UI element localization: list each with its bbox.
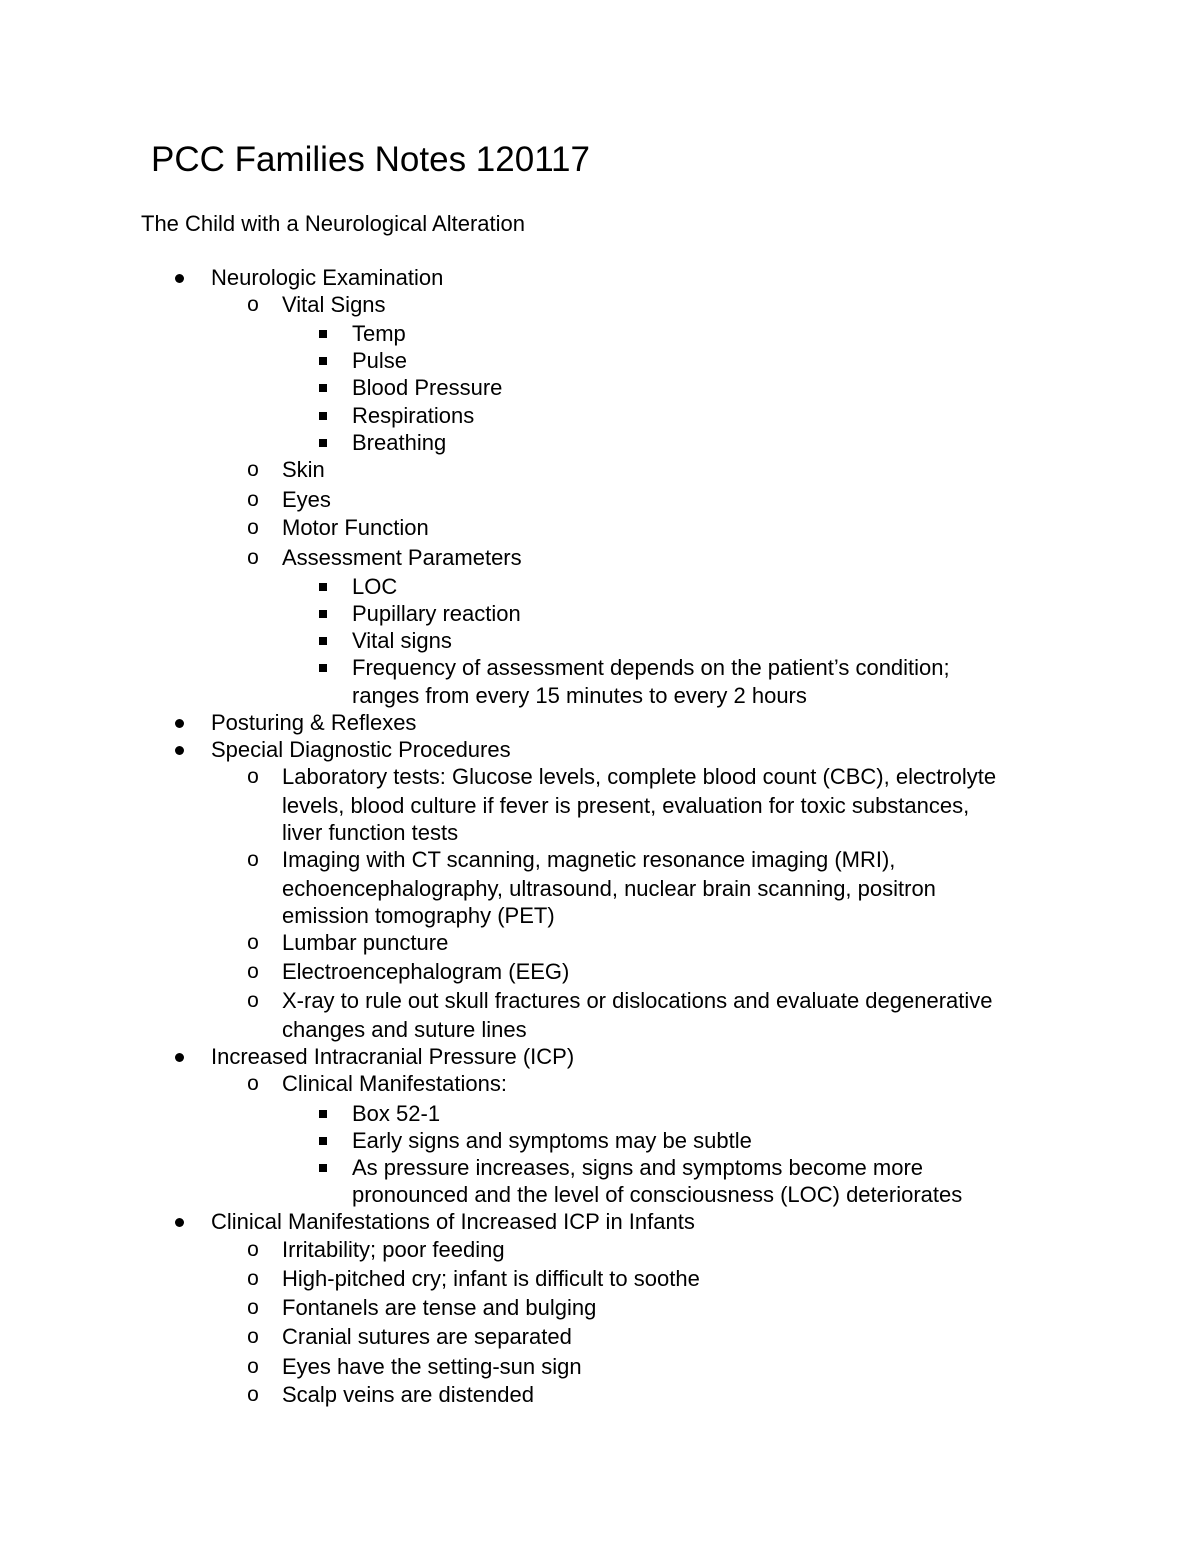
bullet-circle-icon: o: [247, 1267, 259, 1290]
bullet-circle-icon: o: [247, 1072, 259, 1095]
bullet-circle-icon: o: [247, 848, 259, 871]
bullet-circle-icon: o: [247, 488, 259, 511]
list-item-text: High-pitched cry; infant is difficult to soothe: [282, 1266, 700, 1291]
bullet-disc-icon: [175, 274, 184, 283]
list-item-text: Vital Signs: [282, 292, 386, 317]
bullet-circle-icon: o: [247, 1238, 259, 1261]
list-item-text: Clinical Manifestations of Increased ICP in Infants: [211, 1209, 695, 1234]
bullet-circle-icon: o: [247, 1296, 259, 1319]
list-item-text: Skin: [282, 457, 325, 482]
list-item-text: Assessment Parameters: [282, 545, 522, 570]
list-item-text: Special Diagnostic Procedures: [211, 737, 511, 762]
list-item-text: Early signs and symptoms may be subtle: [352, 1128, 752, 1153]
list-item-text: echoencephalography, ultrasound, nuclear brain scanning, positron: [282, 876, 936, 901]
list-item-text: Fontanels are tense and bulging: [282, 1295, 597, 1320]
bullet-circle-icon: o: [247, 546, 259, 569]
list-item-text: ranges from every 15 minutes to every 2 hours: [352, 683, 807, 708]
list-item-text: liver function tests: [282, 820, 459, 845]
bullet-circle-icon: o: [247, 293, 259, 316]
list-item-text: Scalp veins are distended: [282, 1382, 534, 1407]
list-item-text: LOC: [352, 574, 398, 599]
list-item-text: Lumbar puncture: [282, 930, 449, 955]
list-item-text: Blood Pressure: [352, 375, 503, 400]
list-item-text: Imaging with CT scanning, magnetic resonance imaging (MRI),: [282, 847, 896, 872]
bullet-square-icon: [319, 583, 327, 591]
bullet-square-icon: [319, 610, 327, 618]
bullet-circle-icon: o: [247, 1325, 259, 1348]
bullet-circle-icon: o: [247, 989, 259, 1012]
list-item-text: emission tomography (PET): [282, 903, 555, 928]
bullet-disc-icon: [175, 719, 184, 728]
bullet-square-icon: [319, 357, 327, 365]
list-item-text: pronounced and the level of consciousness (LOC) deteriorates: [352, 1182, 963, 1207]
bullet-circle-icon: o: [247, 765, 259, 788]
list-item-text: Motor Function: [282, 515, 429, 540]
bullet-square-icon: [319, 412, 327, 420]
list-item-text: Temp: [352, 321, 406, 346]
bullet-square-icon: [319, 330, 327, 338]
bullet-disc-icon: [175, 1218, 184, 1227]
list-item-text: Respirations: [352, 403, 475, 428]
bullet-circle-icon: o: [247, 458, 259, 481]
bullet-circle-icon: o: [247, 1383, 259, 1406]
bullet-square-icon: [319, 664, 327, 672]
list-item-text: Laboratory tests: Glucose levels, complete blood count (CBC), electrolyte: [282, 764, 997, 789]
list-item-text: Frequency of assessment depends on the patient’s condition;: [352, 655, 950, 680]
bullet-circle-icon: o: [247, 516, 259, 539]
bullet-circle-icon: o: [247, 960, 259, 983]
list-item-text: Posturing & Reflexes: [211, 710, 417, 735]
list-item-text: As pressure increases, signs and symptoms become more: [352, 1155, 924, 1180]
list-item-text: Vital signs: [352, 628, 452, 653]
list-item-text: Pupillary reaction: [352, 601, 521, 626]
list-item-text: Irritability; poor feeding: [282, 1237, 505, 1262]
list-item-text: changes and suture lines: [282, 1017, 527, 1042]
page-title: PCC Families Notes 120117: [151, 140, 590, 179]
bullet-square-icon: [319, 637, 327, 645]
list-item-text: Pulse: [352, 348, 408, 373]
bullet-disc-icon: [175, 746, 184, 755]
bullet-square-icon: [319, 1164, 327, 1172]
list-item-text: Clinical Manifestations:: [282, 1071, 507, 1096]
list-item-text: Neurologic Examination: [211, 265, 444, 290]
list-item-text: Electroencephalogram (EEG): [282, 959, 570, 984]
bullet-square-icon: [319, 1137, 327, 1145]
list-item-text: levels, blood culture if fever is present, evaluation for toxic substances,: [282, 793, 970, 818]
bullet-square-icon: [319, 1110, 327, 1118]
list-item-text: Eyes have the setting-sun sign: [282, 1354, 582, 1379]
bullet-square-icon: [319, 439, 327, 447]
bullet-circle-icon: o: [247, 931, 259, 954]
list-item-text: Increased Intracranial Pressure (ICP): [211, 1044, 575, 1069]
list-item-text: Box 52-1: [352, 1101, 441, 1126]
bullet-disc-icon: [175, 1053, 184, 1062]
bullet-square-icon: [319, 384, 327, 392]
list-item-text: Eyes: [282, 487, 331, 512]
list-item-text: X-ray to rule out skull fractures or dislocations and evaluate degenerative: [282, 988, 993, 1013]
section-heading: The Child with a Neurological Alteration: [141, 211, 525, 236]
list-item-text: Cranial sutures are separated: [282, 1324, 572, 1349]
list-item-text: Breathing: [352, 430, 447, 455]
bullet-circle-icon: o: [247, 1355, 259, 1378]
